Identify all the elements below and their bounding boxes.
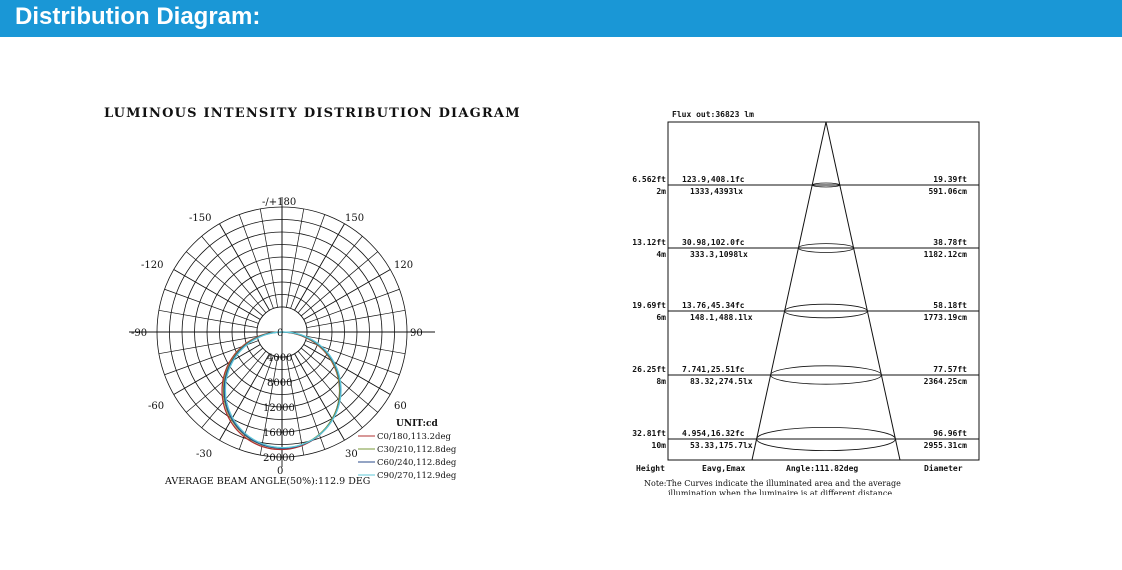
angle-label-m90: -90: [131, 328, 148, 339]
legend: [358, 432, 457, 481]
angle-label-30: 30: [345, 449, 358, 460]
row-diameter-cm: 2955.31cm: [923, 441, 967, 450]
grid-spoke: [304, 270, 391, 320]
grid-spoke: [159, 336, 257, 353]
grid-spoke: [305, 289, 399, 323]
cone-right-edge: [826, 122, 900, 460]
grid-spoke: [165, 289, 259, 323]
angle-label-m120: -120: [141, 260, 164, 271]
polar-diagram-title: LUMINOUS INTENSITY DISTRIBUTION DIAGRAM: [104, 106, 521, 121]
grid-spoke: [220, 224, 270, 311]
grid-spoke: [307, 310, 405, 327]
row-height-ft: 32.81ft: [632, 429, 666, 438]
angle-label-90: 90: [410, 328, 423, 339]
angle-label-150: 150: [345, 213, 365, 224]
legend-c0: C0/180,113.2deg: [377, 432, 451, 442]
grid-spoke: [295, 354, 345, 441]
row-diameter-cm: 591.06cm: [928, 187, 967, 196]
note-line-2: illumination when the luminaire is at different distance.: [668, 489, 895, 495]
row-diameter-ft: 38.78ft: [933, 238, 967, 247]
row-height-ft: 13.12ft: [632, 238, 666, 247]
header-banner: [0, 0, 1122, 37]
row-height-ft: 26.25ft: [632, 365, 666, 374]
angle-label-180: -/+180: [262, 197, 297, 208]
footer-diameter: Diameter: [924, 464, 963, 473]
flux-label: Flux out:36823 lm: [672, 110, 754, 119]
row-eavg-lx: 333.3,1098lx: [690, 250, 748, 259]
cone-left-edge: [752, 122, 826, 460]
row-eavg-lx: 148.1,488.1lx: [690, 313, 753, 322]
radial-label-20000: 20000: [263, 453, 295, 464]
note-line-1: Note:The Curves indicate the illuminated area and the average: [644, 479, 901, 488]
row-diameter-cm: 1773.19cm: [923, 313, 967, 322]
radial-label-16000: 16000: [263, 428, 295, 439]
cone-diagram: [620, 105, 1060, 495]
row-height-m: 4m: [656, 250, 666, 259]
grid-spoke: [159, 310, 257, 327]
row-eavg-fc: 13.76,45.34fc: [682, 301, 745, 310]
row-eavg-lx: 53.33,175.7lx: [690, 441, 753, 450]
row-eavg-fc: 30.98,102.0fc: [682, 238, 745, 247]
legend-c60: C60/240,112.8deg: [377, 458, 457, 468]
grid-spoke: [174, 270, 261, 320]
grid-spoke: [286, 209, 303, 307]
cone-frame: [668, 122, 979, 460]
grid-spoke: [239, 215, 273, 309]
angle-label-60: 60: [394, 401, 407, 412]
row-height-m: 2m: [656, 187, 666, 196]
row-eavg-lx: 1333,4393lx: [690, 187, 743, 196]
grid-spoke: [295, 224, 345, 311]
row-diameter-ft: 77.57ft: [933, 365, 967, 374]
angle-label-m30: -30: [196, 449, 213, 460]
grid-spoke: [174, 345, 261, 395]
unit-label: UNIT:cd: [396, 419, 438, 429]
row-diameter-ft: 58.18ft: [933, 301, 967, 310]
angle-label-m150: -150: [189, 213, 212, 224]
grid-spoke: [260, 209, 277, 307]
row-height-ft: 19.69ft: [632, 301, 666, 310]
row-height-m: 8m: [656, 377, 666, 386]
grid-spoke: [291, 215, 325, 309]
row-height-m: 10m: [651, 441, 666, 450]
beam-angle-label: AVERAGE BEAM ANGLE(50%):112.9 DEG: [165, 476, 371, 487]
radial-label-4000: 4000: [267, 353, 293, 364]
row-eavg-fc: 7.741,25.51fc: [682, 365, 745, 374]
row-eavg-fc: 123.9,408.1fc: [682, 175, 745, 184]
angle-label-0: 0: [277, 466, 284, 477]
row-height-ft: 6.562ft: [632, 175, 666, 184]
radial-label-12000: 12000: [263, 403, 295, 414]
row-eavg-fc: 4.954,16.32fc: [682, 429, 745, 438]
legend-c30: C30/210,112.8deg: [377, 445, 457, 455]
footer-angle: Angle:111.82deg: [786, 464, 859, 473]
row-diameter-ft: 19.39ft: [933, 175, 967, 184]
grid-spoke: [307, 336, 405, 353]
legend-c90: C90/270,112.9deg: [377, 471, 457, 481]
footer-eavg: Eavg,Emax: [702, 464, 746, 473]
angle-label-120: 120: [394, 260, 414, 271]
page-title: Distribution Diagram:: [15, 3, 261, 30]
row-diameter-cm: 1182.12cm: [923, 250, 967, 259]
row-height-m: 6m: [656, 313, 666, 322]
polar-diagram: [0, 40, 560, 550]
radial-label-8000: 8000: [267, 378, 293, 389]
row-eavg-lx: 83.32,274.5lx: [690, 377, 753, 386]
grid-spoke: [304, 345, 391, 395]
radial-label-0: 0: [277, 328, 284, 339]
angle-label-m60: -60: [148, 401, 165, 412]
footer-height: Height: [636, 464, 665, 473]
row-diameter-cm: 2364.25cm: [923, 377, 967, 386]
row-diameter-ft: 96.96ft: [933, 429, 967, 438]
